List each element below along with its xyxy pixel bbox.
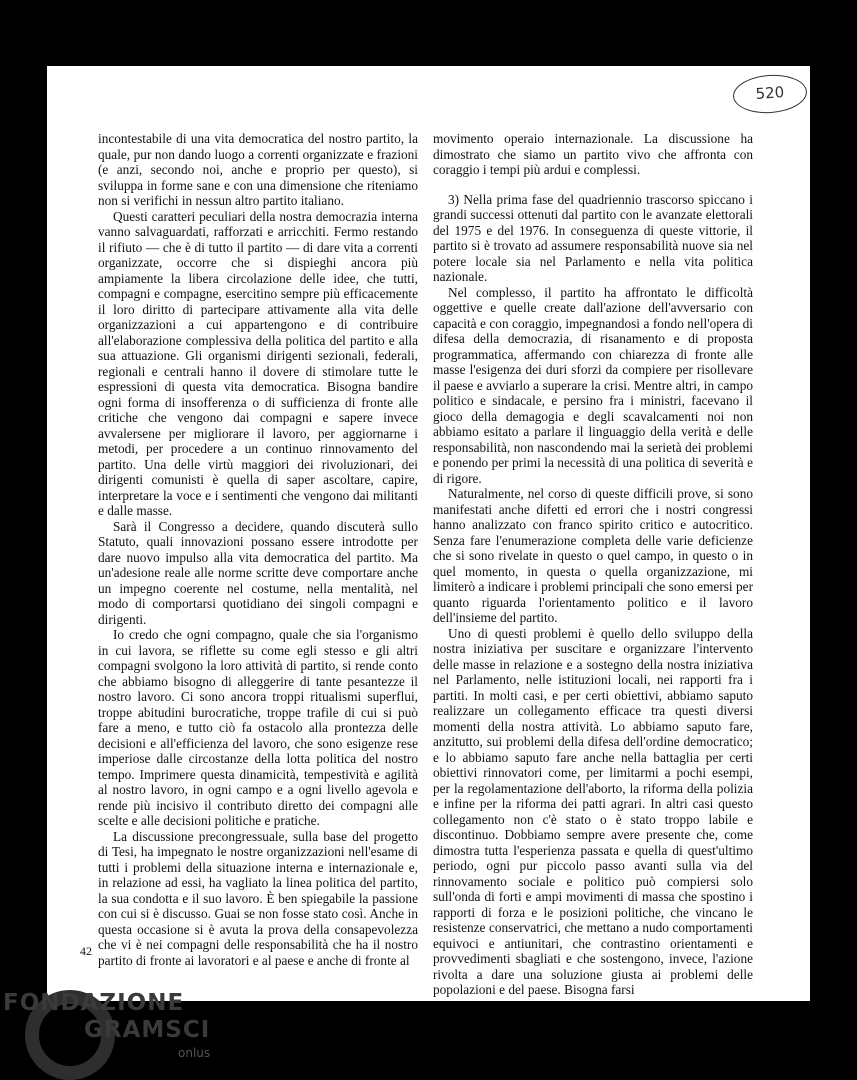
archive-stamp: 520 <box>732 72 808 115</box>
paragraph: Io credo che ogni compagno, quale che sia l'organismo in cui lavora, se riflette su come egli stesso e gli altri compagni svolgono la loro attività di partito, si rende conto che abbiamo bisogno di alleggerire di tante pesantezze il nostro lavoro. Ci sono ancora troppi ritualismi superflui, troppe abitudini burocratiche, troppe trafile di cui si può fare a meno, e tutto ciò fa ostacolo alla prontezza delle decisioni e all'efficienza del lavoro, che sono esigenze rese imperiose dalle circostanze della lotta politica del nostro tempo. Imprimere questa dinamicità, tempestività e agilità al nostro lavoro, in ogni campo e a ogni livello agevola e rende più incisivo il contributo diretto dei compagni alle scelte e alle decisioni politiche e pratiche. <box>98 627 418 828</box>
paragraph: Naturalmente, nel corso di queste difficili prove, si sono manifestati anche difetti ed errori che i nostri congressi hanno analizzato con franco spirito critico e autocritico. Senza fare l'enumerazione completa delle varie deficienze che si sono rivelate in questo o quel campo, in questo o in quel momento, in questa o quella organizzazione, mi limiterò a indicare i problemi principali che sono emersi per quanto riguarda l'orientamento politico e il lavoro dell'insieme del partito. <box>433 486 753 625</box>
paragraph: Nel complesso, il partito ha affrontato le difficoltà oggettive e quelle create dall'azione dell'avversario con capacità e con coraggio, impegnandosi a fondo nell'opera di difesa della democrazia, di risanamento e di proposta programmatica, affermando con chiarezza di fronte alle masse l'esigenza dei duri sforzi da compiere per risollevare il paese e avviarlo a superare la crisi. Mentre altri, in campo politico e sindacale, e persino fra i ministri, facevano il gioco della demagogia e degli scavalcamenti noi non abbiamo esitato a parlare il linguaggio della verità e delle responsabilità, non nascondendo mai la serietà dei problemi e ponendo per primi la necessità di una politica di severità e di rigore. <box>433 284 753 486</box>
section-gap <box>433 178 753 192</box>
paragraph: 3) Nella prima fase del quadriennio trascorso spiccano i grandi successi ottenuti dal partito con le avanzate elettorali del 1975 e del 1976. In conseguenza di queste vittorie, il partito si è trovato ad assumere responsabilità nuove sia nel potere locale sia nel Parlamento e nella vita politica nazionale. <box>433 191 753 284</box>
paragraph: Uno di questi problemi è quello dello sviluppo della nostra iniziativa per suscitare e organizzare l'intervento delle masse in relazione e a sostegno della nostra iniziativa nel Parlamento, nelle istituzioni locali, nei rapporti fra i partiti. In molti casi, e per certi obiettivi, abbiamo saputo realizzare un collegamento efficace tra questi diversi momenti della nostra attività. Lo abbiamo saputo fare, anzitutto, sui problemi della difesa dell'ordine democratico; e lo abbiamo saputo fare anche nella battaglia per certi obiettivi rinnovatori come, per limitarmi a pochi esempi, per la regolamentazione dell'aborto, la riforma della polizia e infine per la riforma dei patti agrari. In altri casi questo collegamento non c'è stato o è stato troppo labile e discontinuo. Dobbiamo sempre avere presente che, come dimostra tutta l'esperienza passata e quella di quest'ultimo periodo, ogni pur piccolo passo avanti sulla via del rinnovamento sociale e politico può compiersi solo sull'onda di forti e ampi movimenti di massa che spostino i rapporti di forza e le posizioni politiche, che vincano le resistenze conservatrici, che mettano a nudo comportamenti equivoci e antiunitari, che contrastino orientamenti e provvedimenti sbagliati e che sostengono, invece, l'azione rivolta a dare una soluzione giusta ai problemi delle popolazioni e del paese. Bisogna farsi <box>433 625 753 997</box>
paragraph: movimento operaio internazionale. La discussione ha dimostrato che siamo un partito vivo che affronta con coraggio i tempi più ardui e complessi. <box>433 131 753 177</box>
paragraph: Sarà il Congresso a decidere, quando discuterà sullo Statuto, quali innovazioni possano essere introdotte per dare nuovo impulso alla vita democratica del partito. Ma un'adesione reale alle norme scritte deve comportare anche un impegno coerente nel costume, nella mentalità, nel modo di comportarsi quotidiano dei singoli compagni e dirigenti. <box>98 518 418 627</box>
right-text-column <box>433 131 753 998</box>
watermark-line1: FONDAZIONE <box>3 990 185 1016</box>
left-text-column <box>98 131 418 968</box>
paragraph: La discussione precongressuale, sulla base del progetto di Tesi, ha impegnato le nostre organizzazioni nell'esame di tutti i problemi della situazione interna e internazionale e, in relazione ad essi, ha vagliato la linea politica del partito, la sua condotta e il suo lavoro. È ben spiegabile la passione con cui si è discusso. Guai se non fosse stato così. Anche in questa occasione si è avuta la prova della consapevolezza che vi è nei compagni delle responsabilità che ha il nostro partito di fronte ai lavoratori e al paese e anche di fronte al <box>98 828 418 968</box>
paragraph: Questi caratteri peculiari della nostra democrazia interna vanno salvaguardati, rafforzati e arricchiti. Fermo restando il rifiuto — che è di tutto il partito — di dare vita a correnti organizzate, occorre che si dispieghi ancora più ampiamente la libera circolazione delle idee, che tutti, compagni e compagne, esercitino sempre più efficacemente il loro diritto di partecipare attivamente alla vita delle organizzazioni a cui appartengono e di contribuire all'elaborazione complessiva della politica del partito e alla sua attuazione. Gli organismi dirigenti sezionali, federali, regionali e centrali hanno il dovere di stimolare tutte le espressioni di questa vita democratica. Bisogna bandire ogni forma di insofferenza o di sufficienza di fronte alle critiche che vengono dai compagni e sapere invece avvalersene per migliorare il lavoro, per aggiornarne i metodi, per procedere a un continuo rinnovamento del partito. Una delle virtù maggiori dei rivoluzionari, dei dirigenti comunisti è quella di saper ascoltare, capire, interpretare la voce e i sentimenti che vengono dai militanti e dalle masse. <box>98 208 418 518</box>
watermark-line3: onlus <box>178 1046 211 1060</box>
paragraph: incontestabile di una vita democratica del nostro partito, la quale, pur non dando luogo a correnti organizzate e frazioni (e anzi, secondo noi, anche e proprio per questo), si sviluppa in forme sane e con una dimensione che riteniamo non si verifichi in nessun altro partito italiano. <box>98 131 418 208</box>
page-number: 42 <box>80 944 92 958</box>
watermark-line2: GRAMSCI <box>84 1017 211 1043</box>
